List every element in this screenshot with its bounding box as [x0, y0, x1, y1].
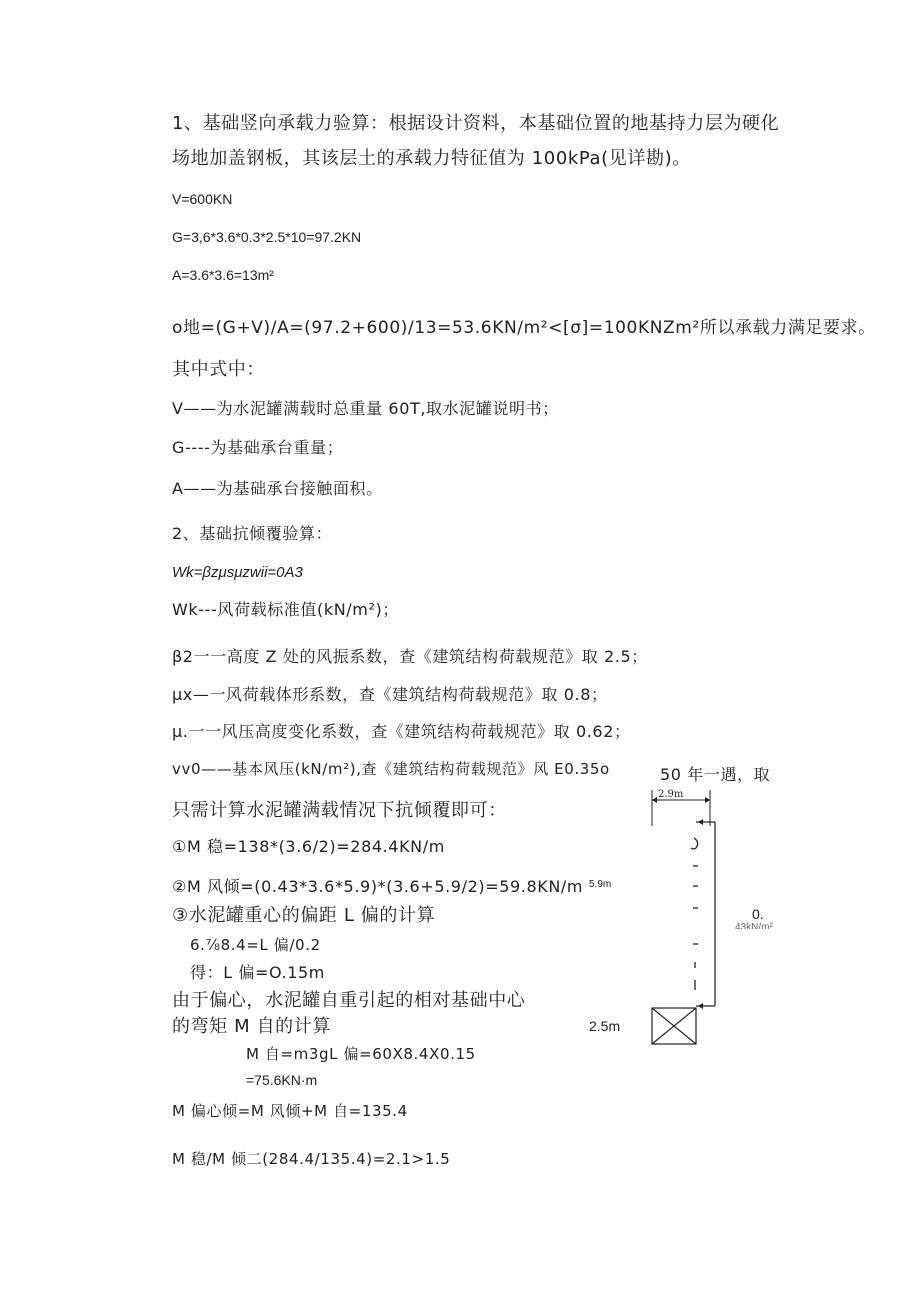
wk-definition: Wk---风荷载标准值(kN/m²)； [172, 600, 399, 619]
tank-wind-diagram [640, 786, 730, 1056]
m-self-result: =75.6KN·m [246, 1072, 318, 1088]
width-label: 2.9m [658, 789, 684, 800]
stability-ratio: M 稳/M 倾二(284.4/135.4)=2.1>1.5 [172, 1150, 451, 1168]
section1-heading-line2: 场地加盖钢板，其该层土的承载力特征值为 100kPa(见详勘)。 [172, 148, 691, 169]
arrow-bottom-icon [698, 1003, 703, 1009]
arrow-right-icon [705, 797, 710, 803]
m-stable-formula: ①M 稳=138*(3.6/2)=284.4KN∕m [172, 837, 445, 856]
eccentricity-title: ③水泥罐重心的偏距 L 偏的计算 [172, 905, 436, 926]
self-moment-line2: 的弯矩 M 自的计算 [172, 1016, 331, 1037]
only-need-text: 只需计算水泥罐满载情况下抗倾覆即可： [172, 800, 507, 821]
w0-definition: vv0——基本风压(kN∕m²),查《建筑结构荷载规范》风 E0.35o [172, 760, 610, 778]
m-eccentric-total: M 偏心倾=M 风倾+M 自=135.4 [172, 1102, 408, 1120]
diagram-side-value-cut: 43kN/m² [735, 922, 773, 929]
v-formula: V=600KN [172, 191, 233, 207]
self-moment-line1: 由于偏心，水泥罐自重引起的相对基础中心 [172, 990, 526, 1011]
arrow-left-icon [652, 797, 657, 803]
eccentricity-result: 得：L 偏=O.15m [190, 963, 325, 982]
diagram-height-label: 5.9m [589, 879, 612, 890]
def-g: G----为基础承台重量； [172, 438, 344, 457]
arrow-top-icon [698, 819, 703, 825]
section1-heading-line1: 1、基础竖向承载力验算：根据设计资料，本基础位置的地基持力层为硬化 [172, 113, 780, 134]
diagram-side-value: 0. [752, 906, 764, 922]
muz-definition: μ.一一风压高度变化系数，查《建筑结构荷载规范》取 0.62； [172, 722, 631, 741]
mus-definition: μx—一风荷载体形系数，查《建筑结构荷载规范》取 0.8； [172, 685, 608, 704]
def-a: A——为基础承台接触面积。 [172, 479, 383, 498]
where-label: 其中式中： [172, 359, 265, 380]
a-formula: A=3.6*3.6=13m² [172, 267, 274, 283]
m-wind-formula: ②M 风倾=(0.43*3.6*5.9)*(3.6+5.9∕2)=59.8KN∕m [172, 877, 584, 896]
wk-formula: Wk=βzμsμzwii=0A3 [172, 564, 303, 581]
def-v: V——为水泥罐满载时总重量 60T,取水泥罐说明书； [172, 399, 559, 418]
g-formula: G=3,6*3.6*0.3*2.5*10=97.2KN [172, 229, 362, 245]
beta-definition: β2一一高度 Z 处的风振系数，查《建筑结构荷载规范》取 2.5； [172, 647, 648, 666]
m-self-formula: M 自=m3gL 偏=60X8.4X0.15 [246, 1045, 476, 1063]
diagram-base-label: 2.5m [589, 1018, 621, 1034]
sigma-formula: o地=(G+V)/A=(97.2+600)/13=53.6KN∕m²<[σ]=100KNZm²所以承载力满足要求。 [172, 318, 876, 338]
hook-icon [691, 838, 698, 849]
eccentricity-equation: 6.⅞8.4=L 偏/0.2 [190, 936, 321, 954]
section2-heading: 2、基础抗倾覆验算： [172, 524, 333, 543]
w0-continuation: 50 年一遇，取 [660, 765, 771, 784]
